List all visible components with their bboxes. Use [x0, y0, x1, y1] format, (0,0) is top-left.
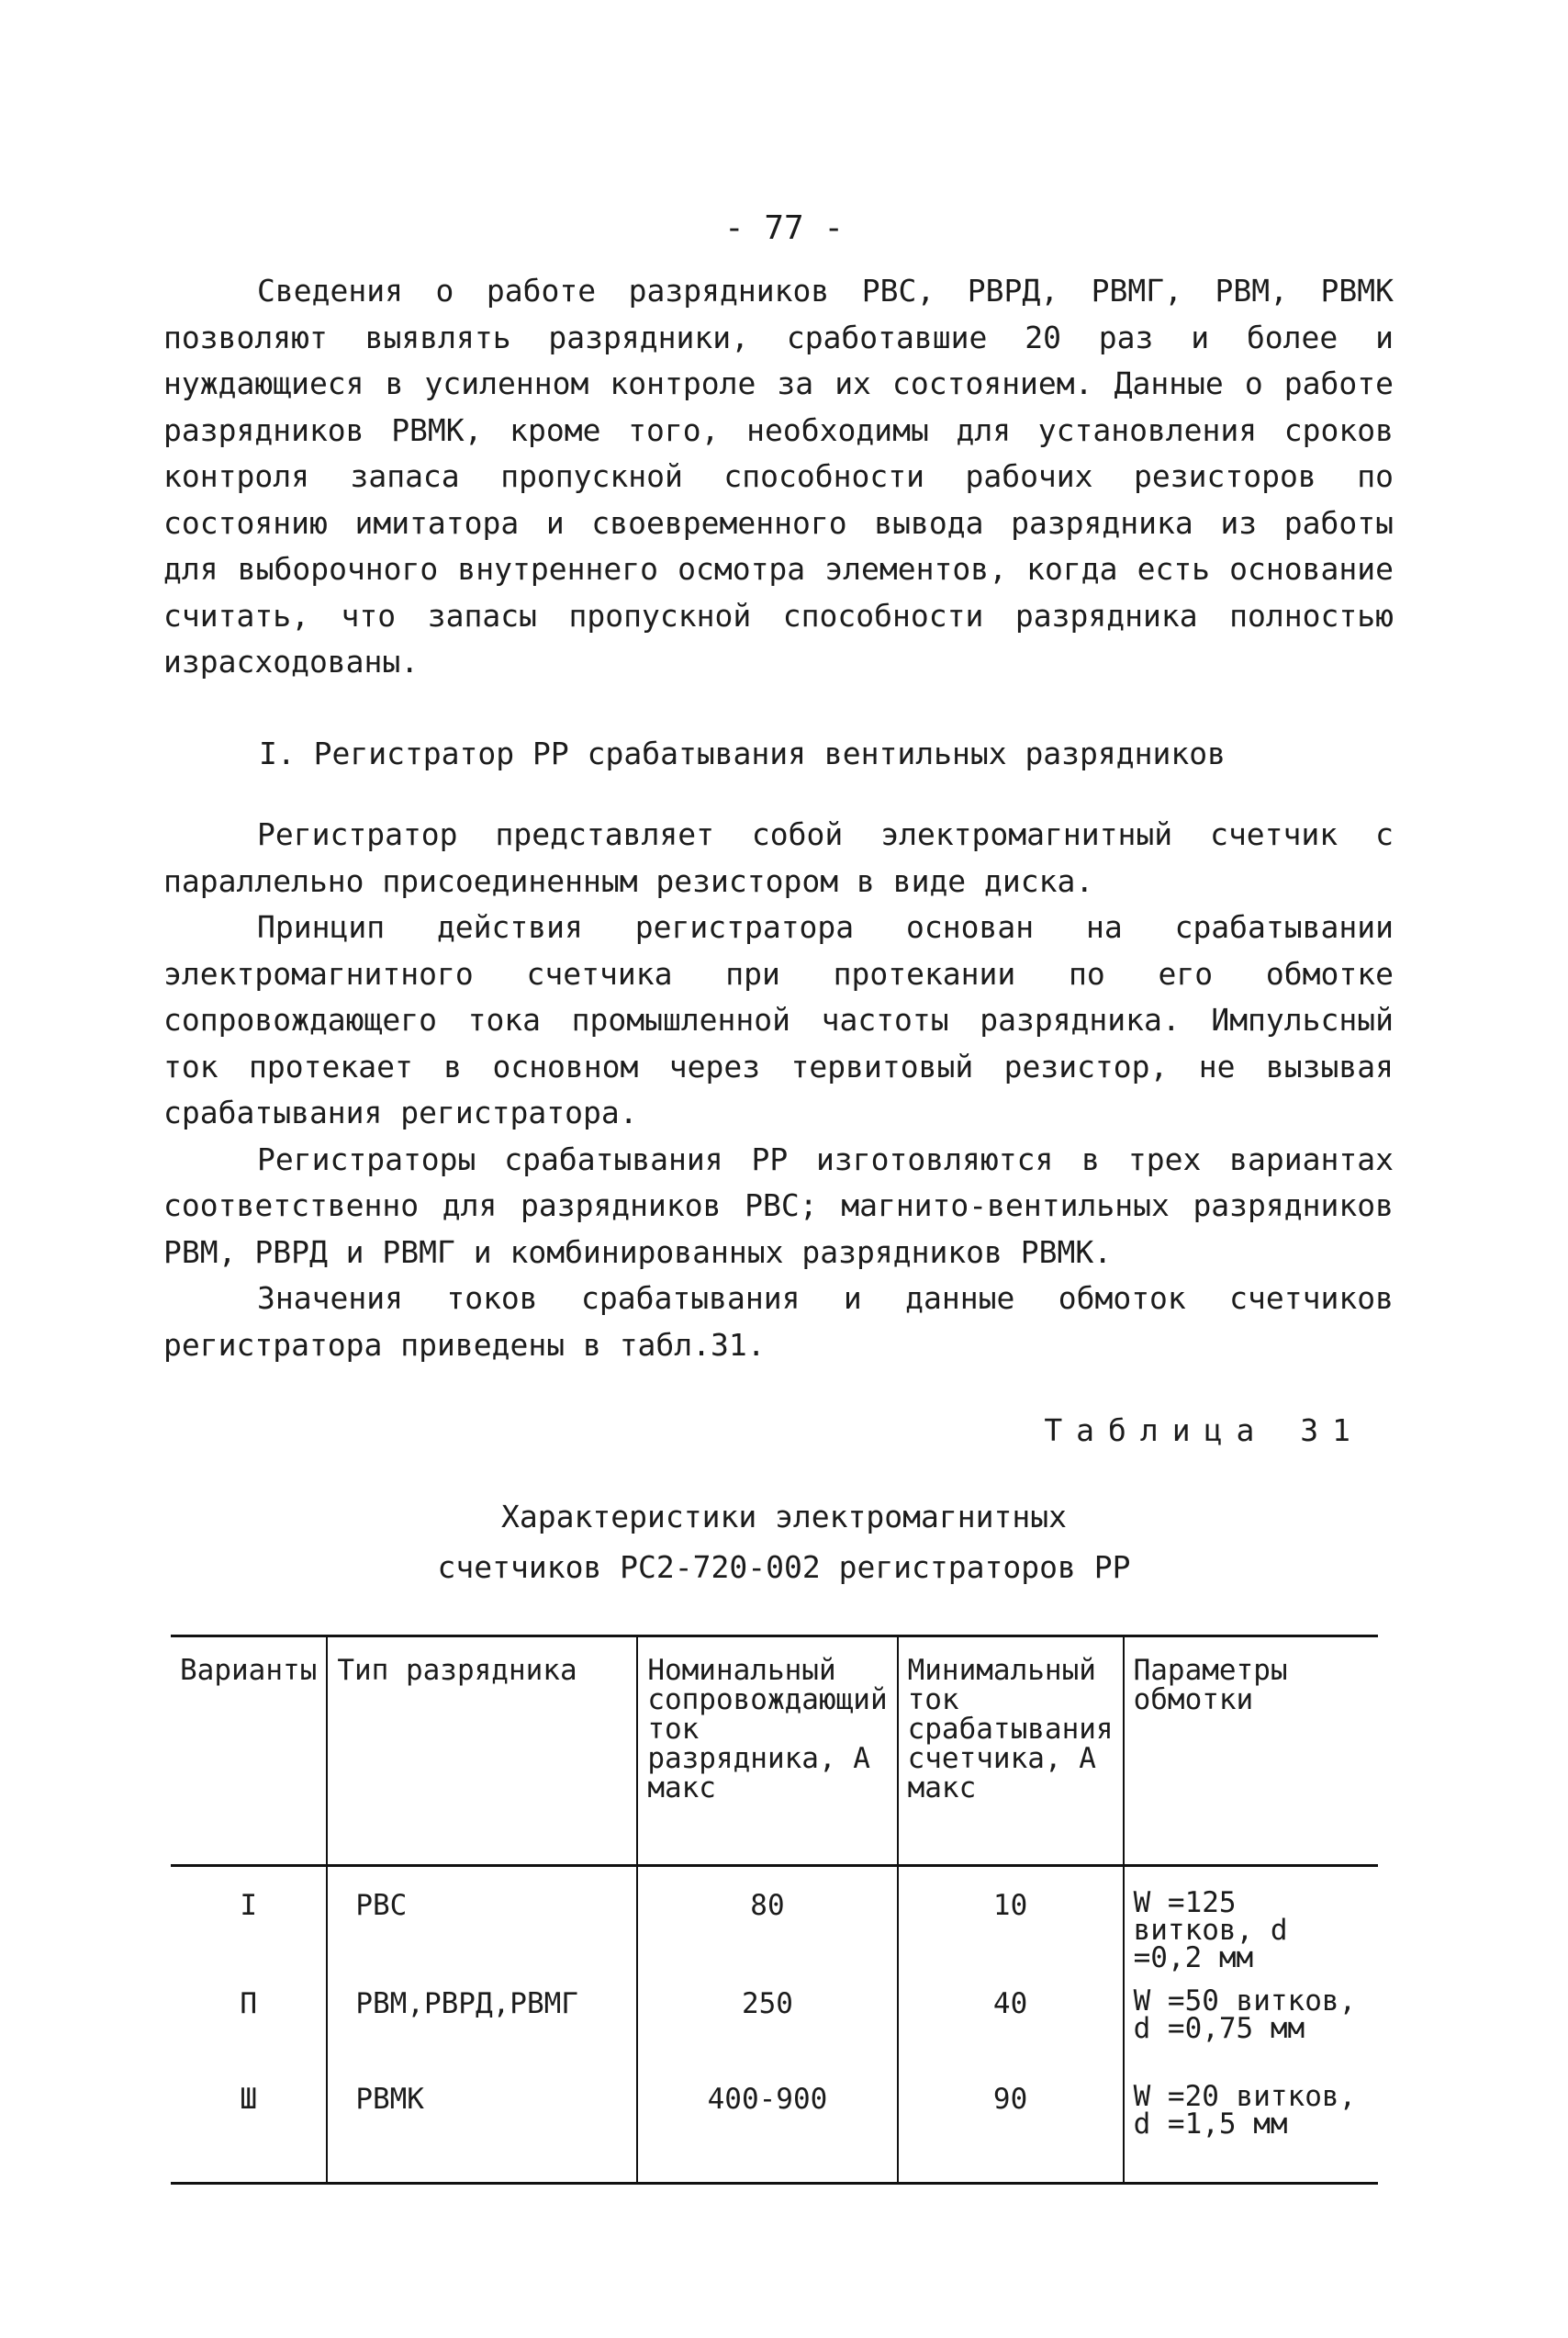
cell-winding: [1124, 2074, 1378, 2184]
table-row: [171, 1978, 1378, 2074]
winding-text: W =50 витков, d =0,75 мм: [1133, 1984, 1357, 2045]
cell-type: РВМ,РВРД,РВМГ: [327, 1978, 637, 2074]
header-min-current: Минимальный ток срабатывания счетчика, А макс: [898, 1636, 1124, 1866]
cell-nominal: 250: [637, 1978, 897, 2074]
body-paragraph-1: Регистратор представляет собой электромагнитный счетчик с параллельно присоединенным резистором в виде диска.: [163, 816, 1394, 899]
table-caption-line-2: счетчиков РС2-720-002 регистраторов РР: [437, 1549, 1131, 1585]
body-paragraph-4: Значения токов срабатывания и данные обмоток счетчиков регистратора приведены в табл.31.: [163, 1280, 1394, 1363]
winding-text: W =20 витков, d =1,5 мм: [1133, 2079, 1357, 2141]
cell-variant: I: [240, 1889, 257, 1922]
cell-minimum: 40: [898, 1978, 1124, 2074]
body-paragraph-2: Принцип действия регистратора основан на срабатывании электромагнитного счетчика при протекании по его обмотке сопровождающего тока промышленной частоты разрядника. Импульсный ток протекает в основном через тервитовый резистор, не вызывая срабатывания регистратора.: [163, 909, 1394, 1130]
cell-type: РВМК: [327, 2074, 637, 2184]
cell-variant: П: [240, 1986, 257, 2020]
characteristics-table: [171, 1635, 1378, 2185]
table-header-row: [171, 1636, 1378, 1866]
section-heading: I. Регистратор РР срабатывания вентильных разрядников: [259, 736, 1226, 771]
cell-nominal: 80: [637, 1866, 897, 1978]
table-caption-line-1: Характеристики электромагнитных: [501, 1499, 1067, 1534]
header-nominal-current: Номинальный сопровождающий ток разрядника, А макс: [637, 1636, 897, 1866]
header-type: Тип разрядника: [327, 1636, 637, 1866]
intro-paragraph: Сведения о работе разрядников РВС, РВРД, РВМГ, РВМ, РВМК позволяют выявлять разрядники, сработавшие 20 раз и более и нуждающиеся в усиленном контроле за их состоянием. Данные о работе разрядников РВМК, кроме того, необходимы для установления сроков контроля запаса пропускной способности рабочих резисторов по состоянию имитатора и своевременного вывода разрядника из работы для выборочного внутреннего осмотра элементов, когда есть основание считать, что запасы пропускной способности разрядника полностью израсходованы.: [163, 273, 1394, 680]
body-paragraph-3: Регистраторы срабатывания РР изготовляются в трех вариантах соответственно для разрядников РВС; магнито-вентильных разрядников РВМ, РВРД и РВМГ и комбинированных разрядников РВМК.: [163, 1141, 1394, 1270]
cell-minimum: 90: [898, 2074, 1124, 2184]
cell-winding: [1124, 1978, 1378, 2074]
table-label: Таблица 31: [1044, 1412, 1364, 1448]
cell-variant: Ш: [240, 2082, 257, 2116]
winding-text: W =125 витков, d =0,2 мм: [1133, 1886, 1288, 1974]
cell-minimum: 10: [898, 1866, 1124, 1978]
cell-type: РВС: [327, 1866, 637, 1978]
cell-nominal: 400-900: [637, 2074, 897, 2184]
table-caption: [0, 1491, 1568, 1592]
header-winding-params: Параметры обмотки: [1124, 1636, 1378, 1866]
header-variants: Варианты: [180, 1654, 318, 1687]
body-text: [163, 812, 1394, 1368]
intro-text: [163, 268, 1394, 686]
table-row: [171, 2074, 1378, 2184]
cell-winding: [1124, 1866, 1378, 1978]
table-row: [171, 1866, 1378, 1978]
page-number: - 77 -: [723, 209, 845, 247]
